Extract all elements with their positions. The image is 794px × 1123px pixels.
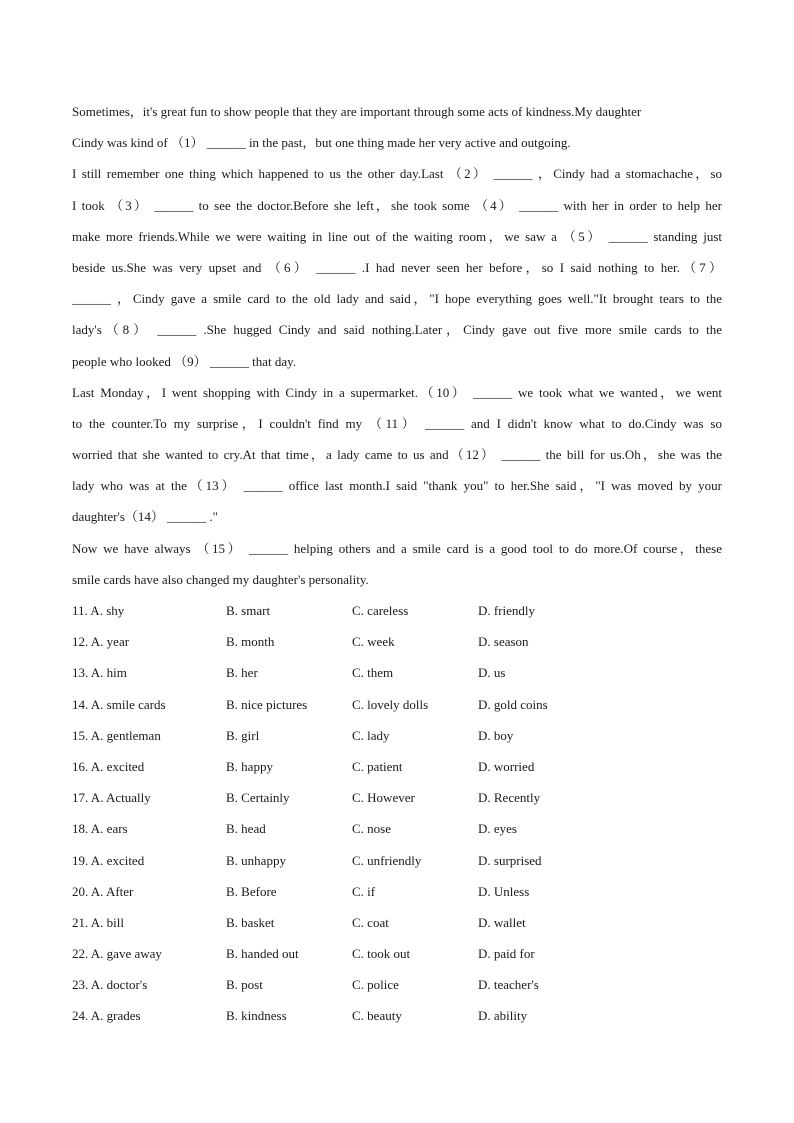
- question-row: [72, 876, 722, 907]
- passage-line: Now we have always （15） ______ helping others and a smile card is a good tool to do more.Of course，these: [72, 540, 722, 556]
- passage-line: people who looked （9） ______ that day.: [72, 353, 297, 369]
- option-a: 20. A. After: [72, 883, 134, 899]
- option-d: D. ability: [478, 1008, 528, 1024]
- option-a: 23. A. doctor's: [72, 977, 148, 993]
- document-page: [72, 96, 722, 1032]
- question-row: [72, 813, 722, 844]
- question-options: [72, 595, 722, 1032]
- passage: [72, 96, 722, 595]
- option-a: 24. A. grades: [72, 1008, 141, 1024]
- passage-line: worried that she wanted to cry.At that time，a lady came to us and（12） ______ the bill for us.Oh，she was the: [72, 447, 722, 463]
- option-b: B. nice pictures: [226, 696, 308, 712]
- passage-line: to the counter.To my surprise，I couldn't find my （11） ______ and I didn't know what to do.Cindy was so: [72, 415, 722, 431]
- option-a: 14. A. smile cards: [72, 696, 166, 712]
- passage-line: I took （3） ______ to see the doctor.Before she left，she took some （4） ______ with her in order to help her: [72, 197, 722, 213]
- question-row: [72, 595, 722, 626]
- option-d: D. friendly: [478, 603, 536, 618]
- question-row: [72, 938, 722, 969]
- option-d: D. gold coins: [478, 696, 548, 712]
- option-b: B. happy: [226, 758, 273, 774]
- option-d: D. paid for: [478, 946, 535, 962]
- question-row: [72, 720, 722, 751]
- option-c: C. lady: [352, 727, 390, 743]
- passage-line: lady's（8） ______ .She hugged Cindy and said nothing.Later，Cindy gave out five more smile cards to the: [72, 322, 722, 338]
- question-row: [72, 907, 722, 938]
- option-d: D. boy: [478, 727, 514, 743]
- question-row: [72, 626, 722, 657]
- option-c: C. However: [352, 790, 415, 806]
- option-a: 17. A. Actually: [72, 790, 151, 806]
- passage-line: I still remember one thing which happened to us the other day.Last （2） ______ ，Cindy had a stomachache，so: [72, 166, 722, 182]
- option-c: C. took out: [352, 946, 411, 962]
- option-d: D. eyes: [478, 821, 517, 837]
- passage-line: Cindy was kind of （1） ______ in the past，but one thing made her very active and outgoing.: [72, 135, 571, 151]
- option-a: 22. A. gave away: [72, 946, 162, 962]
- option-c: C. them: [352, 665, 394, 681]
- option-c: C. beauty: [352, 1008, 402, 1024]
- passage-line: make more friends.While we were waiting in line out of the waiting room，we saw a （5） ______ standing just: [72, 228, 722, 244]
- passage-line: daughter's（14） ______ .": [72, 509, 218, 525]
- passage-line: lady who was at the（13） ______ office last month.I said "thank you" to her.She said，"I was moved by your: [72, 478, 722, 494]
- option-d: D. worried: [478, 758, 535, 774]
- question-row: [72, 751, 722, 782]
- option-c: C. coat: [352, 914, 389, 930]
- option-b: B. Certainly: [226, 790, 290, 806]
- passage-line: ______ ，Cindy gave a smile card to the old lady and said，"I hope everything goes well."It brought tears to the: [72, 291, 722, 307]
- option-d: D. surprised: [478, 852, 542, 868]
- option-a: 13. A. him: [72, 665, 127, 681]
- option-d: D. teacher's: [478, 977, 539, 993]
- option-c: C. lovely dolls: [352, 696, 429, 712]
- option-c: C. police: [352, 977, 399, 993]
- option-b: B. girl: [226, 727, 260, 743]
- option-d: D. us: [478, 665, 506, 681]
- option-d: D. wallet: [478, 914, 526, 930]
- option-c: C. careless: [352, 603, 409, 618]
- option-a: 18. A. ears: [72, 821, 128, 837]
- option-a: 15. A. gentleman: [72, 727, 161, 743]
- passage-line: smile cards have also changed my daughter's personality.: [72, 571, 369, 587]
- option-b: B. month: [226, 634, 275, 650]
- option-b: B. her: [226, 665, 258, 681]
- question-row: [72, 969, 722, 1000]
- option-c: C. nose: [352, 821, 391, 837]
- option-b: B. Before: [226, 883, 277, 899]
- option-b: B. kindness: [226, 1008, 287, 1024]
- option-c: C. week: [352, 634, 395, 650]
- passage-line: Sometimes，it's great fun to show people that they are important through some acts of kindness.My daughter: [72, 104, 642, 119]
- option-a: 21. A. bill: [72, 914, 125, 930]
- option-c: C. if: [352, 883, 376, 899]
- option-a: 11. A. shy: [72, 603, 125, 618]
- option-d: D. Recently: [478, 790, 541, 806]
- option-c: C. patient: [352, 758, 403, 774]
- option-b: B. unhappy: [226, 852, 286, 868]
- option-b: B. post: [226, 977, 263, 993]
- option-a: 16. A. excited: [72, 758, 145, 774]
- passage-line: beside us.She was very upset and （6） ______ .I had never seen her before，so I said nothing to her.（7）: [72, 259, 722, 275]
- option-b: B. basket: [226, 914, 275, 930]
- question-row: [72, 1000, 722, 1031]
- question-row: [72, 782, 722, 813]
- question-row: [72, 845, 722, 876]
- option-d: D. season: [478, 634, 529, 650]
- option-a: 19. A. excited: [72, 852, 145, 868]
- question-row: [72, 689, 722, 720]
- option-c: C. unfriendly: [352, 852, 422, 868]
- option-a: 12. A. year: [72, 634, 130, 650]
- question-row: [72, 657, 722, 688]
- option-b: B. handed out: [226, 946, 299, 962]
- option-d: D. Unless: [478, 883, 530, 899]
- option-b: B. head: [226, 821, 266, 837]
- passage-line: Last Monday，I went shopping with Cindy in a supermarket.（10） ______ we took what we wanted，we went: [72, 384, 722, 400]
- option-b: B. smart: [226, 603, 271, 618]
